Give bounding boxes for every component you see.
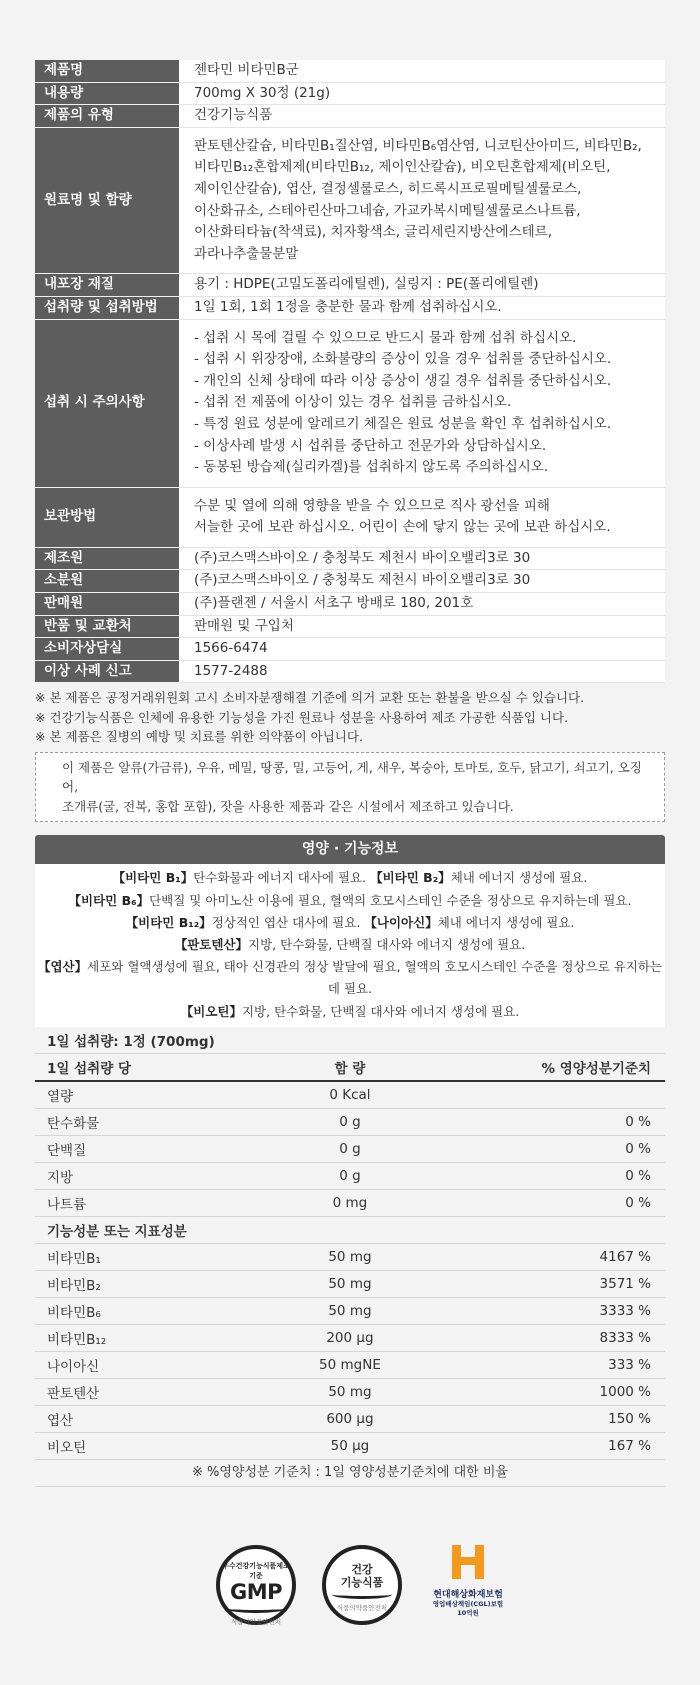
info-label: 소비자상담실 bbox=[35, 638, 179, 661]
info-row bbox=[35, 570, 665, 593]
functional-group-label: 기능성분 또는 지표성분 bbox=[35, 1216, 665, 1243]
nutrient-name: 나트륨 bbox=[35, 1189, 245, 1216]
function-text: 단백질 및 아미노산 이용에 필요, 혈액의 호모시스테인 수준을 정상으로 유지하는데 필요. bbox=[149, 892, 632, 908]
info-row bbox=[35, 274, 665, 297]
functional-row bbox=[35, 1432, 665, 1459]
function-tag: 【비타민 B₆】 bbox=[68, 892, 150, 908]
info-row bbox=[35, 547, 665, 570]
info-row bbox=[35, 60, 665, 82]
serving-size: 1일 섭취량: 1정 (700mg) bbox=[35, 1027, 665, 1054]
nutrient-name: 열량 bbox=[35, 1081, 245, 1109]
nutrient-amount: 50 mg bbox=[245, 1297, 455, 1324]
notice-item: ※ 건강기능식품은 인체에 유용한 기능성을 가진 원료나 성분을 사용하여 제조 가공한 식품입 니다. bbox=[35, 709, 569, 725]
functional-row bbox=[35, 1378, 665, 1405]
function-line bbox=[35, 934, 665, 956]
info-row bbox=[35, 487, 665, 547]
insurance-line-2: 영업배상책임(CGL)보험 bbox=[432, 1600, 504, 1608]
insurance-name: 현대해상화재보험 bbox=[433, 1590, 503, 1600]
function-tag: 【엽산】 bbox=[37, 959, 88, 975]
nutrient-amount: 0 mg bbox=[245, 1189, 455, 1216]
functional-group-row bbox=[35, 1216, 665, 1243]
header-percent: % 영양성분기준치 bbox=[455, 1053, 665, 1081]
info-value: 판매원 및 구입처 bbox=[179, 615, 665, 638]
allergy-notice: 이 제품은 알류(가금류), 우유, 메밀, 땅콩, 밀, 고등어, 게, 새우, 복숭아, 토마토, 호두, 닭고기, 쇠고기, 오징어, 조개류(굴, 전복, 홍합 포함), 잣을 사용한 제품과 같은 시설에서 제조하고 있습니다. bbox=[35, 752, 665, 823]
nutrient-amount: 0 g bbox=[245, 1108, 455, 1135]
nutrient-percent: 0 % bbox=[455, 1108, 665, 1135]
header-name: 1일 섭취량 당 bbox=[35, 1053, 245, 1081]
nutrient-name: 비타민B₆ bbox=[35, 1297, 245, 1324]
nutrient-amount: 0 g bbox=[245, 1135, 455, 1162]
nutrient-percent: 167 % bbox=[455, 1432, 665, 1459]
nutrient-name: 비타민B₁ bbox=[35, 1243, 245, 1270]
info-label: 제품의 유형 bbox=[35, 105, 179, 128]
info-label: 소분원 bbox=[35, 570, 179, 593]
info-row bbox=[35, 127, 665, 274]
function-text: 체내 에너지 생성에 필요. bbox=[450, 870, 588, 886]
info-row bbox=[35, 660, 665, 683]
nutrient-name: 엽산 bbox=[35, 1405, 245, 1432]
function-text: 세포와 혈액생성에 필요, 태아 신경관의 정상 발달에 필요, 혈액의 호모시스테인 수준을 정상으로 유지하는데 필요. bbox=[87, 959, 662, 997]
nutrient-percent: 4167 % bbox=[455, 1243, 665, 1270]
nutrient-percent bbox=[455, 1081, 665, 1109]
function-tag: 【비타민 B₁】 bbox=[112, 870, 194, 886]
nutrient-percent: 150 % bbox=[455, 1405, 665, 1432]
function-text: 탄수화물과 에너지 대사에 필요. bbox=[193, 870, 367, 886]
info-value: 1일 1회, 1회 1정을 충분한 물과 함께 섭취하십시오. bbox=[179, 296, 665, 319]
nutrient-amount: 50 mg bbox=[245, 1378, 455, 1405]
gmp-text: GMP bbox=[229, 1580, 283, 1604]
nutrient-percent: 3571 % bbox=[455, 1270, 665, 1297]
functional-row bbox=[35, 1297, 665, 1324]
nutrient-amount: 50 µg bbox=[245, 1432, 455, 1459]
info-label: 섭취량 및 섭취방법 bbox=[35, 296, 179, 319]
nutrient-percent: 1000 % bbox=[455, 1378, 665, 1405]
function-text: 체내 에너지 생성에 필요. bbox=[437, 914, 575, 930]
gmp-top-text: 우수건강기능식품제조기준 bbox=[222, 1562, 290, 1580]
function-text: 정상적인 엽산 대사에 필요. bbox=[211, 914, 361, 930]
gmp-badge bbox=[216, 1545, 296, 1625]
nutrient-amount: 50 mgNE bbox=[245, 1351, 455, 1378]
function-tag: 【나이아신】 bbox=[364, 914, 438, 930]
info-value: 용기 : HDPE(고밀도폴리에틸렌), 실링지 : PE(폴리에틸렌) bbox=[179, 274, 665, 297]
function-line bbox=[35, 956, 665, 1000]
info-value: 수분 및 열에 의해 영향을 받을 수 있으므로 직사 광선을 피해 서늘한 곳에 보관 하십시오. 어린이 손에 닿지 않는 곳에 보관 하십시오. bbox=[179, 487, 665, 547]
info-value: 젠타민 비타민B군 bbox=[179, 60, 665, 82]
swoosh-icon bbox=[332, 1590, 392, 1599]
nutrient-percent: 0 % bbox=[455, 1162, 665, 1189]
info-label: 제조원 bbox=[35, 547, 179, 570]
nutrient-percent: 0 % bbox=[455, 1135, 665, 1162]
info-label: 제품명 bbox=[35, 60, 179, 82]
nutrition-footnote: ※ %영양성분 기준치 : 1일 영양성분기준치에 대한 비율 bbox=[35, 1460, 665, 1487]
info-row bbox=[35, 105, 665, 128]
nutrient-percent: 3333 % bbox=[455, 1297, 665, 1324]
info-label: 이상 사례 신고 bbox=[35, 660, 179, 683]
nutrient-percent: 333 % bbox=[455, 1351, 665, 1378]
function-info bbox=[35, 864, 665, 1026]
nutrition-row bbox=[35, 1108, 665, 1135]
info-label: 내용량 bbox=[35, 82, 179, 105]
swoosh-icon bbox=[226, 1604, 286, 1613]
info-label: 보관방법 bbox=[35, 487, 179, 547]
info-value: 건강기능식품 bbox=[179, 105, 665, 128]
info-value: 판토텐산칼슘, 비타민B₁질산염, 비타민B₆염산염, 니코틴산아미드, 비타민B₂, 비타민B₁₂혼합제제(비타민B₁₂, 제이인산칼슘), 비오틴혼합제제(비오틴, 제이인산칼슘), 엽산, 결정셀룰로스, 히드록시프로필메틸셀룰로스, 이산화규소, 스테아린산마그네슘, 가교카복시메틸셀룰로스나트륨, 이산화티타늄(착색료), 치자황색소, 글리세린지방산에스테르, 과라나추출물분말 bbox=[179, 127, 665, 274]
function-text: 지방, 탄수화물, 단백질 대사와 에너지 생성에 필요. bbox=[241, 1003, 520, 1019]
nutrition-row bbox=[35, 1189, 665, 1216]
nutrient-amount: 200 µg bbox=[245, 1324, 455, 1351]
functional-row bbox=[35, 1243, 665, 1270]
nutrient-name: 비타민B₁₂ bbox=[35, 1324, 245, 1351]
info-value: 1566-6474 bbox=[179, 638, 665, 661]
function-line bbox=[35, 1001, 665, 1023]
nutrient-name: 비오틴 bbox=[35, 1432, 245, 1459]
info-value: - 섭취 시 목에 걸릴 수 있으므로 반드시 물과 함께 섭취 하십시오. - 섭취 시 위장장애, 소화불량의 증상이 있을 경우 섭취를 중단하십시오. - 개인의 신체 상태에 따라 이상 증상이 생길 경우 섭취를 중단하십시오. - 섭취 전 제품에 이상이 있는 경우 섭취를 금하십시오. - 특정 원료 성분에 알레르기 체질은 원료 성분을 확인 후 섭취하십시오. - 이상사례 발생 시 섭취를 중단하고 전문가와 상담하십시오. - 동봉된 방습제(실리카겔)를 섭취하지 않도록 주의하십시오. bbox=[179, 319, 665, 487]
info-label: 섭취 시 주의사항 bbox=[35, 319, 179, 487]
info-label: 판매원 bbox=[35, 593, 179, 616]
info-value: (주)코스맥스바이오 / 충청북도 제천시 바이오밸리3로 30 bbox=[179, 547, 665, 570]
info-row bbox=[35, 593, 665, 616]
function-tag: 【비오틴】 bbox=[180, 1003, 242, 1019]
nutrition-table bbox=[35, 1027, 665, 1460]
detail-page bbox=[35, 60, 665, 1487]
nutrition-row bbox=[35, 1135, 665, 1162]
gmp-sub-text: 식품의약품안전처 bbox=[230, 1618, 282, 1626]
info-row bbox=[35, 615, 665, 638]
function-line bbox=[35, 890, 665, 912]
info-row bbox=[35, 319, 665, 487]
health-food-text: 건강 기능식품 bbox=[340, 1563, 384, 1589]
serving-row bbox=[35, 1027, 665, 1054]
insurance-line-3: 10억원 bbox=[457, 1609, 479, 1617]
nutrient-percent: 8333 % bbox=[455, 1324, 665, 1351]
functional-row bbox=[35, 1270, 665, 1297]
notice-item: ※ 본 제품은 공정거래위원회 고시 소비자분쟁해결 기준에 의거 교환 또는 환불을 받으실 수 있습니다. bbox=[35, 690, 585, 706]
notice-item: ※ 본 제품은 질병의 예방 및 치료를 위한 의약품이 아닙니다. bbox=[35, 729, 363, 745]
nutrient-amount: 0 g bbox=[245, 1162, 455, 1189]
nutrient-name: 나이아신 bbox=[35, 1351, 245, 1378]
nutrition-row bbox=[35, 1162, 665, 1189]
nutrition-row bbox=[35, 1081, 665, 1109]
h-logo-icon bbox=[450, 1545, 486, 1579]
info-value: (주)플랜젠 / 서울시 서초구 방배로 180, 201호 bbox=[179, 593, 665, 616]
info-label: 원료명 및 함량 bbox=[35, 127, 179, 274]
insurance-mark bbox=[428, 1545, 508, 1618]
function-tag: 【판토텐산】 bbox=[174, 937, 249, 953]
nutrient-name: 탄수화물 bbox=[35, 1108, 245, 1135]
nutrient-amount: 50 mg bbox=[245, 1270, 455, 1297]
product-info-table bbox=[35, 60, 665, 683]
header-amount: 함 량 bbox=[245, 1053, 455, 1081]
nutrient-name: 단백질 bbox=[35, 1135, 245, 1162]
function-text: 지방, 탄수화물, 단백질 대사와 에너지 생성에 필요. bbox=[248, 937, 526, 953]
health-food-sub-text: 식품의약품안전처 bbox=[336, 1604, 388, 1612]
nutrient-name: 판토텐산 bbox=[35, 1378, 245, 1405]
info-row bbox=[35, 82, 665, 105]
info-value: 1577-2488 bbox=[179, 660, 665, 683]
function-tag: 【비타민 B₁₂】 bbox=[125, 914, 212, 930]
nutrient-amount: 50 mg bbox=[245, 1243, 455, 1270]
nutrient-percent: 0 % bbox=[455, 1189, 665, 1216]
info-row bbox=[35, 638, 665, 661]
nutrient-name: 비타민B₂ bbox=[35, 1270, 245, 1297]
functional-row bbox=[35, 1324, 665, 1351]
info-value: (주)코스맥스바이오 / 충청북도 제천시 바이오밸리3로 30 bbox=[179, 570, 665, 593]
nutrient-amount: 600 µg bbox=[245, 1405, 455, 1432]
function-line bbox=[35, 912, 665, 934]
nutrition-header-row bbox=[35, 1053, 665, 1081]
health-food-badge bbox=[322, 1545, 402, 1625]
info-label: 내포장 재질 bbox=[35, 274, 179, 297]
nutrient-name: 지방 bbox=[35, 1162, 245, 1189]
info-row bbox=[35, 296, 665, 319]
function-tag: 【비타민 B₂】 bbox=[370, 870, 451, 886]
info-label: 반품 및 교환처 bbox=[35, 615, 179, 638]
certification-marks bbox=[0, 1545, 700, 1655]
function-section-title: 영양 · 기능정보 bbox=[35, 835, 665, 864]
function-line bbox=[35, 867, 665, 889]
info-value: 700mg X 30정 (21g) bbox=[179, 82, 665, 105]
notice-list bbox=[35, 688, 665, 747]
nutrient-amount: 0 Kcal bbox=[245, 1081, 455, 1109]
functional-row bbox=[35, 1351, 665, 1378]
functional-row bbox=[35, 1405, 665, 1432]
